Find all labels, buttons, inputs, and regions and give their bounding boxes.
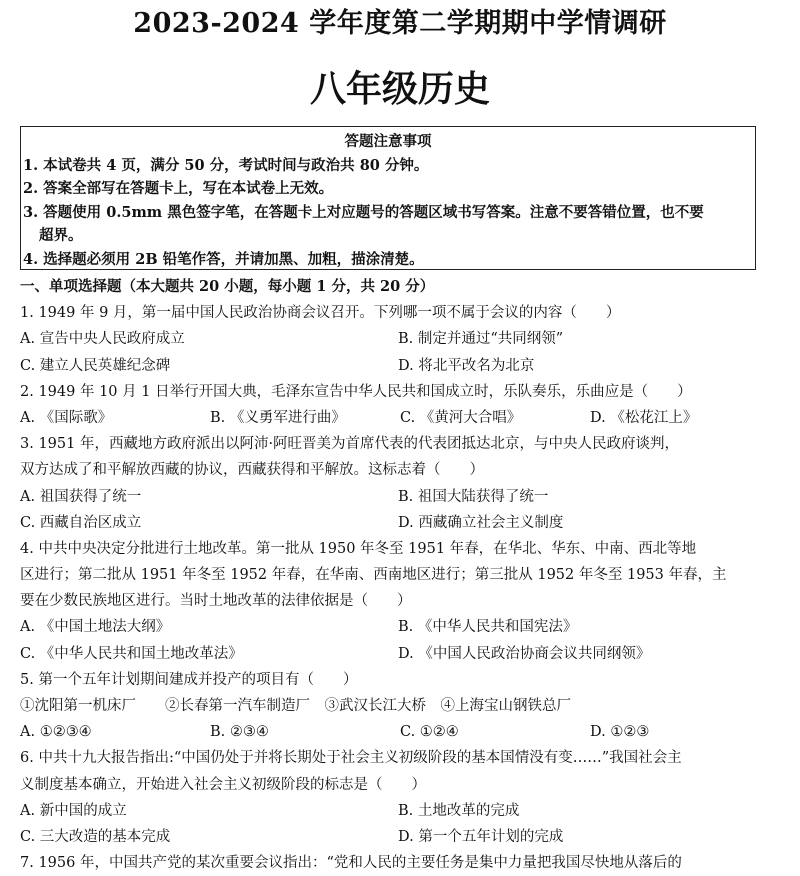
option-row: [20, 641, 780, 667]
option-c: C. 《中华人民共和国土地改革法》: [20, 645, 243, 662]
notice-heading: 答题注意事项: [344, 133, 432, 150]
option-row: [20, 798, 780, 824]
option-row: [20, 719, 780, 745]
option-b: B. ②③④: [210, 724, 269, 741]
option-d: D. 将北平改名为北京: [398, 357, 535, 374]
notice-item: 超界。: [39, 227, 83, 244]
question-stem: 3. 1951 年，西藏地方政府派出以阿沛·阿旺晋美为首席代表的代表团抵达北京，与中央人民政府谈判，: [20, 436, 680, 453]
option-b: B. 祖国大陆获得了统一: [398, 488, 549, 505]
notice-item: 4. 选择题必须用 2B 铅笔作答，并请加黑、加粗，描涂清楚。: [23, 250, 424, 268]
question-stem: 5. 第一个五年计划期间建成并投产的项目有（ ）: [20, 671, 358, 688]
question-stem: 7. 1956 年，中国共产党的某次重要会议指出：“党和人民的主要任务是集中力量把我国尽快地从落后的: [20, 855, 682, 872]
option-a: A. 新中国的成立: [20, 802, 127, 819]
option-d: D. 《中国人民政治协商会议共同纲领》: [398, 645, 651, 662]
option-b: B. 制定并通过“共同纲领”: [398, 331, 564, 348]
option-c: C. 三大改造的基本完成: [20, 828, 171, 845]
option-b: B. 土地改革的完成: [398, 802, 520, 819]
question-stem: 6. 中共十九大报告指出:“中国仍处于并将长期处于社会主义初级阶段的基本国情没有变……”我国社会主: [20, 750, 682, 767]
question-stem: 义制度基本确立，开始进入社会主义初级阶段的标志是（ ）: [20, 776, 426, 793]
option-b: B. 《中华人民共和国宪法》: [398, 619, 578, 636]
question-stem: 1. 1949 年 9 月，第一届中国人民政治协商会议召开。下列哪一项不属于会议的内容（ ）: [20, 305, 621, 322]
option-a: A. 《国际歌》: [20, 409, 113, 426]
question-stem: 4. 中共中央决定分批进行土地改革。第一批从 1950 年冬至 1951 年春，在华北、华东、中南、西北等地: [20, 540, 697, 557]
option-a: A. 祖国获得了统一: [20, 488, 142, 505]
option-a: A. 《中国土地法大纲》: [20, 619, 171, 636]
question-stem: 要在少数民族地区进行。当时土地改革的法律依据是（ ）: [20, 593, 412, 610]
notice-item: 1. 本试卷共 4 页，满分 50 分，考试时间与政治共 80 分钟。: [23, 156, 429, 174]
option-row: [20, 326, 780, 352]
option-d: D. 《松花江上》: [590, 409, 698, 426]
option-a: A. 宣告中央人民政府成立: [20, 331, 185, 348]
notice-box: [20, 126, 756, 270]
exam-title: 2023-2024 学年度第二学期期中学情调研: [133, 8, 667, 39]
option-d: D. 西藏确立社会主义制度: [398, 514, 564, 531]
option-c: C. 建立人民英雄纪念碑: [20, 357, 171, 374]
option-b: B. 《义勇军进行曲》: [210, 409, 346, 426]
option-a: A. ①②③④: [20, 724, 92, 741]
option-row: [20, 824, 780, 850]
option-d: D. ①②③: [590, 724, 650, 741]
question-stem: 区进行；第二批从 1951 年冬至 1952 年春，在华南、西南地区进行；第三批从 1952 年冬至 1953 年春，主: [20, 567, 727, 584]
option-c: C. ①②④: [400, 724, 459, 741]
question-stem: ①沈阳第一机床厂 ②长春第一汽车制造厂 ③武汉长江大桥 ④上海宝山钢铁总厂: [20, 698, 571, 714]
option-row: [20, 484, 780, 510]
section-title: 一、单项选择题（本大题共 20 小题，每小题 1 分，共 20 分）: [20, 278, 435, 295]
option-row: [20, 353, 780, 379]
option-c: C. 西藏自治区成立: [20, 514, 142, 531]
question-stem: 2. 1949 年 10 月 1 日举行开国大典，毛泽东宣告中华人民共和国成立时，乐队奏乐，乐曲应是（ ）: [20, 383, 692, 400]
question-list: [20, 274, 780, 876]
option-row: [20, 405, 780, 431]
option-row: [20, 614, 780, 640]
option-row: [20, 510, 780, 536]
notice-item: 2. 答案全部写在答题卡上，写在本试卷上无效。: [23, 180, 334, 197]
notice-item: 3. 答题使用 0.5mm 黑色签字笔，在答题卡上对应题号的答题区域书写答案。注意不要答错位置，也不要: [23, 203, 704, 221]
question-stem: 双方达成了和平解放西藏的协议，西藏获得和平解放。这标志着（ ）: [20, 462, 484, 479]
option-d: D. 第一个五年计划的完成: [398, 828, 564, 845]
exam-subject: 八年级历史: [309, 69, 490, 110]
option-c: C. 《黄河大合唱》: [400, 409, 522, 426]
